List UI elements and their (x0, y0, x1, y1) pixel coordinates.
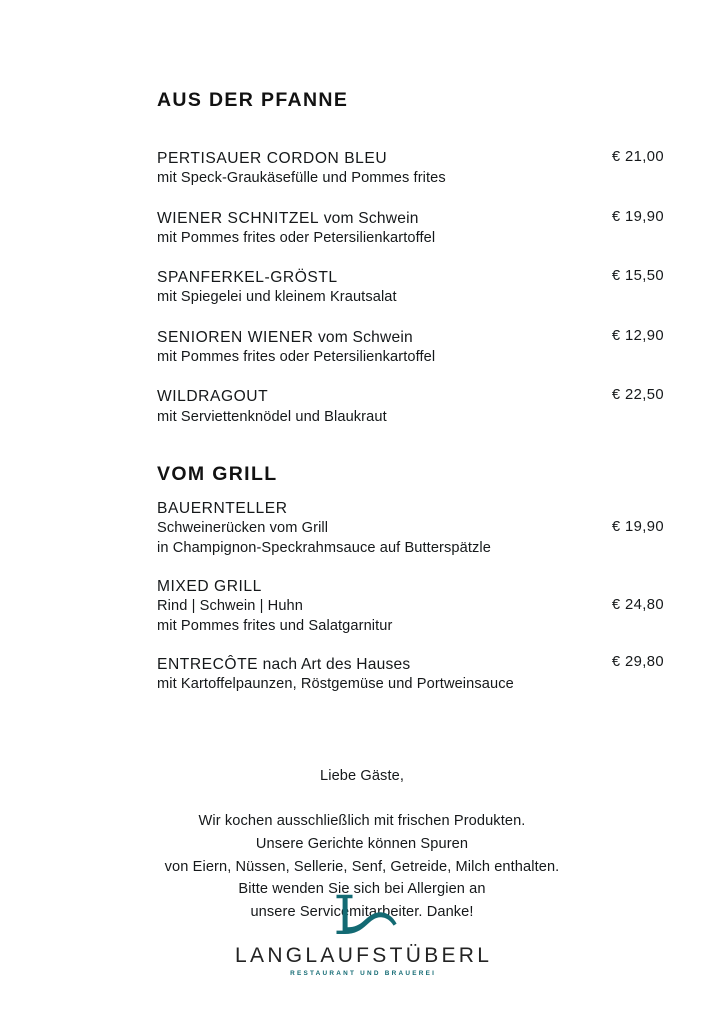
menu-item-price: € 29,80 (611, 654, 664, 671)
menu-item-description: mit Pommes frites und Salatgarnitur (157, 617, 393, 634)
menu-item-description: mit Pommes frites oder Petersilienkartoffel (157, 349, 436, 366)
menu-item-price: € 15,50 (611, 268, 664, 285)
menu-list-vom-grill (60, 498, 664, 695)
guest-note-line: Unsere Gerichte können Spuren (255, 835, 469, 852)
menu-item-text (157, 267, 397, 308)
menu-item (157, 148, 664, 189)
menu-item-text (157, 208, 435, 249)
menu-item (157, 576, 664, 636)
menu-item-price: € 19,90 (611, 519, 664, 536)
stylized-l-wave-icon (324, 893, 400, 941)
menu-item-price: € 21,00 (611, 149, 664, 165)
guest-note-salutation: Liebe Gäste, (320, 767, 404, 784)
menu-item-price: € 22,50 (611, 387, 664, 404)
menu-item-name: MIXED GRILL (157, 578, 262, 596)
menu-item (157, 267, 664, 308)
menu-item-name: PERTISAUER CORDON BLEU (157, 150, 388, 167)
menu-item (157, 327, 664, 368)
menu-item-description: mit Pommes frites oder Petersilienkartoffel (157, 229, 436, 246)
menu-item (157, 208, 664, 249)
menu-item-description: mit Spiegelei und kleinem Krautsalat (157, 289, 397, 306)
menu-list-aus-der-pfanne (60, 148, 664, 427)
menu-item (157, 386, 664, 427)
guest-note-line: unsere Servicemitarbeiter. Danke! (250, 903, 474, 920)
menu-item-name-suffix: vom Schwein (319, 209, 419, 227)
section-heading-vom-grill: VOM GRILL (157, 463, 278, 486)
guest-note-line: Bitte wenden Sie sich bei Allergien an (238, 881, 486, 898)
menu-item-name: SPANFERKEL-GRÖSTL (157, 269, 338, 287)
logo-tagline: RESTAURANT UND BRAUEREI (290, 970, 437, 977)
menu-item-description: Rind | Schwein | Huhn (157, 598, 303, 615)
menu-item-text (157, 654, 514, 695)
menu-item-name: WIENER SCHNITZEL vom Schwein (157, 209, 419, 227)
menu-item-description: mit Kartoffelpaunzen, Röstgemüse und Portweinsauce (157, 676, 514, 693)
menu-item-description: mit Speck-Graukäsefülle und Pommes frites (157, 170, 446, 187)
menu-item (157, 654, 664, 695)
menu-item-price: € 24,80 (611, 597, 664, 614)
guest-note-line: von Eiern, Nüssen, Sellerie, Senf, Getreide, Milch enthalten. (164, 858, 560, 875)
menu-item-name-suffix: vom Schwein (313, 328, 413, 346)
menu-item-description: mit Serviettenknödel und Blaukraut (157, 408, 387, 425)
menu-item (157, 498, 664, 558)
menu-item-name: BAUERNTELLER (157, 500, 288, 518)
menu-item-name-suffix: nach Art des Hauses (258, 656, 411, 674)
menu-item-text (157, 386, 387, 427)
menu-item-text (157, 327, 435, 368)
guest-note-line: Wir kochen ausschließlich mit frischen Produkten. (198, 813, 526, 830)
logo-wordmark: LANGLAUFSTÜBERL (235, 944, 493, 967)
menu-item-price: € 19,90 (611, 208, 664, 225)
menu-item-description: in Champignon-Speckrahmsauce auf Butterspätzle (157, 539, 491, 556)
menu-item-text (157, 148, 446, 189)
guest-allergen-note (60, 713, 664, 924)
menu-item-text (157, 576, 392, 636)
section-heading-aus-der-pfanne: AUS DER PFANNE (157, 89, 349, 111)
menu-item-description: Schweinerücken vom Grill (157, 520, 329, 537)
menu-item-text (157, 498, 491, 558)
menu-item-name: ENTRECÔTE nach Art des Hauses (157, 656, 411, 674)
menu-item-price: € 12,90 (611, 327, 664, 344)
menu-item-name: WILDRAGOUT (157, 388, 269, 406)
menu-item-name: SENIOREN WIENER vom Schwein (157, 328, 413, 346)
restaurant-logo (0, 893, 724, 977)
